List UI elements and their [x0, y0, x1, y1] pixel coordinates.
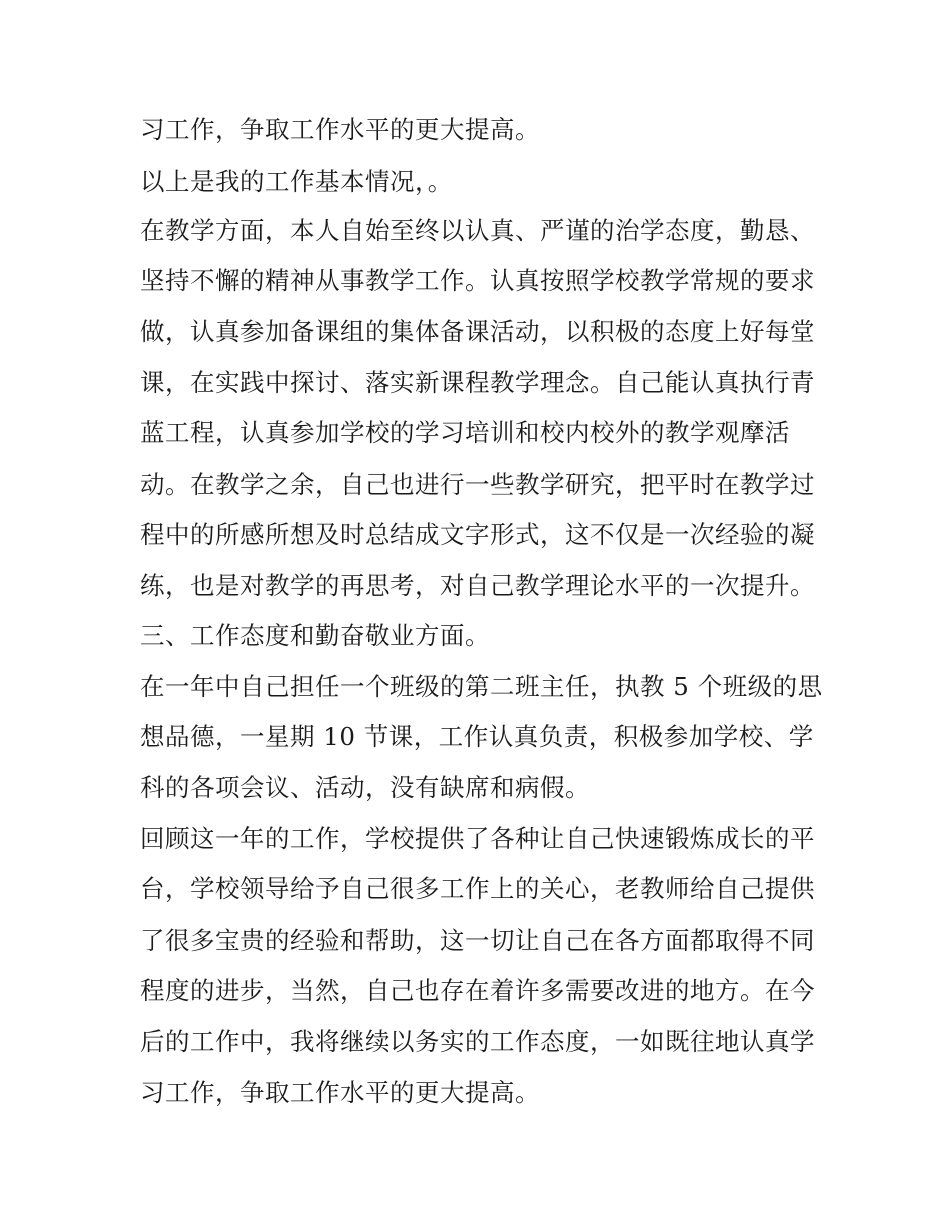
text-line: 动。在教学之余，自己也进行一些教学研究，把平时在教学过 — [140, 470, 815, 499]
text-line: 蓝工程，认真参加学校的学习培训和校内校外的教学观摩活 — [140, 418, 790, 447]
text-line: 回顾这一年的工作，学校提供了各种让自己快速锻炼成长的平 — [140, 824, 815, 853]
text-line: 坚持不懈的精神从事教学工作。认真按照学校教学常规的要求 — [140, 266, 815, 295]
text-line: 科的各项会议、活动，没有缺席和病假。 — [140, 773, 590, 802]
text-line: 程中的所感所想及时总结成文字形式，这不仅是一次经验的凝 — [140, 520, 815, 549]
text-line: 想品德，一星期 10 节课，工作认真负责，积极参加学校、学 — [140, 722, 814, 751]
text-line: 台，学校领导给予自己很多工作上的关心，老教师给自己提供 — [140, 874, 815, 903]
text-line: 课，在实践中探讨、落实新课程教学理念。自己能认真执行青 — [140, 368, 815, 397]
text-line: 习工作，争取工作水平的更大提高。 — [140, 1078, 540, 1107]
text-line: 做，认真参加备课组的集体备课活动，以积极的态度上好每堂 — [140, 317, 815, 346]
text-line: 在教学方面，本人自始至终以认真、严谨的治学态度，勤恳、 — [140, 216, 815, 245]
text-line: 练，也是对教学的再思考，对自己教学理论水平的一次提升。 — [140, 571, 815, 600]
text-line: 在一年中自己担任一个班级的第二班主任，执教 5 个班级的思 — [140, 672, 823, 701]
text-line: 习工作，争取工作水平的更大提高。 — [140, 115, 540, 144]
text-line: 了很多宝贵的经验和帮助，这一切让自己在各方面都取得不同 — [140, 926, 815, 955]
text-line: 后的工作中，我将继续以务实的工作态度，一如既往地认真学 — [140, 1027, 815, 1056]
text-line: 程度的进步，当然，自己也存在着许多需要改进的地方。在今 — [140, 976, 815, 1005]
text-line: 以上是我的工作基本情况，。 — [140, 167, 453, 196]
section-heading: 三、工作态度和勤奋敬业方面。 — [140, 621, 490, 650]
